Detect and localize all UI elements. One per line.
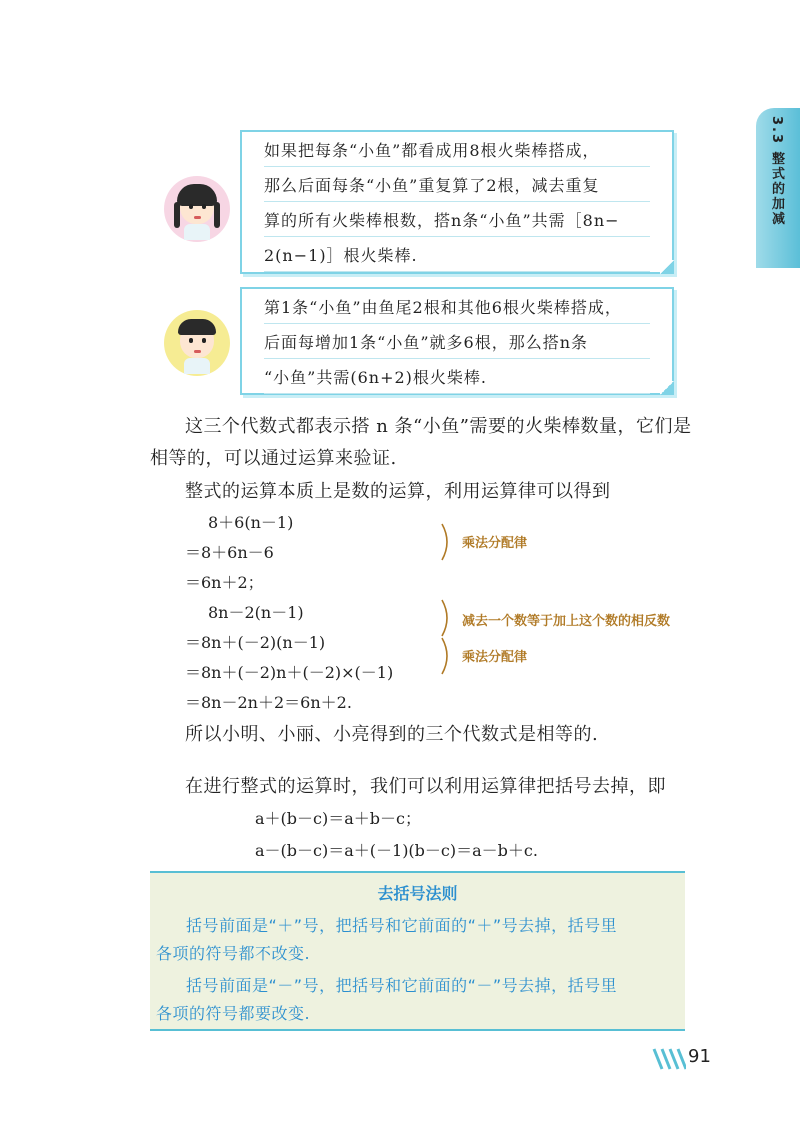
equation-line: ＝8＋6n－6 — [185, 543, 274, 562]
annotation-note: 乘法分配律 — [462, 650, 528, 665]
brace-icon — [440, 598, 456, 638]
paragraph-line: 整式的运算本质上是数的运算，利用运算律可以得到 — [185, 481, 611, 502]
equation-line: 8n－2(n－1) — [208, 603, 304, 622]
speech-bubble-girl — [240, 130, 674, 274]
equation-line: 8＋6(n－1) — [208, 513, 294, 532]
equation-line: ＝6n＋2； — [185, 573, 264, 592]
rule-line: 各项的符号都要改变. — [156, 1004, 311, 1023]
paragraph-line: 所以小明、小丽、小亮得到的三个代数式是相等的. — [185, 724, 599, 745]
bubble-line: 后面每增加1条“小鱼”就多6根，那么搭n条 — [264, 324, 650, 359]
rule-box — [150, 871, 685, 1031]
formula-line: a＋(b－c)＝a＋b－c； — [255, 809, 421, 828]
bubble-line: 算的所有火柴棒根数，搭n条“小鱼”共需［8n− — [264, 202, 650, 237]
bubble-line: 第1条“小鱼”由鱼尾2根和其他6根火柴棒搭成， — [264, 289, 650, 324]
boy-avatar — [164, 310, 230, 376]
brace-icon — [440, 636, 456, 676]
rule-title: 去括号法则 — [377, 884, 458, 903]
page-number: 91 — [688, 1046, 711, 1067]
annotation-note: 乘法分配律 — [462, 536, 528, 551]
girl-avatar — [164, 176, 230, 242]
rule-line: 括号前面是“＋”号，把括号和它前面的“＋”号去掉，括号里 — [186, 916, 618, 935]
section-label: 3.3 整式的加减 — [769, 116, 784, 227]
formula-line: a－(b－c)＝a＋(－1)(b－c)＝a－b＋c. — [255, 841, 538, 860]
equation-line: ＝8n－2n＋2＝6n＋2. — [185, 693, 352, 712]
paragraph-line: 这三个代数式都表示搭 n 条“小鱼”需要的火柴棒数量，它们是 — [185, 416, 692, 437]
page-stripes-icon — [652, 1047, 686, 1071]
speech-bubble-boy — [240, 287, 674, 395]
bubble-line: 那么后面每条“小鱼”重复算了2根，减去重复 — [264, 167, 650, 202]
brace-icon — [440, 522, 456, 562]
annotation-note: 减去一个数等于加上这个数的相反数 — [462, 614, 671, 629]
rule-line: 括号前面是“－”号，把括号和它前面的“－”号去掉，括号里 — [186, 976, 618, 995]
equation-line: ＝8n＋(－2)(n－1) — [185, 633, 326, 652]
paragraph-line: 在进行整式的运算时，我们可以利用运算律把括号去掉，即 — [185, 776, 666, 797]
rule-line: 各项的符号都不改变. — [156, 944, 311, 963]
bubble-line: “小鱼”共需(6n+2)根火柴棒. — [264, 359, 650, 394]
paragraph-line: 相等的，可以通过运算来验证. — [150, 448, 397, 469]
bubble-line: 如果把每条“小鱼”都看成用8根火柴棒搭成， — [264, 132, 650, 167]
bubble-line: 2(n−1)］根火柴棒. — [264, 237, 650, 272]
equation-line: ＝8n＋(－2)n＋(－2)×(－1) — [185, 663, 394, 682]
